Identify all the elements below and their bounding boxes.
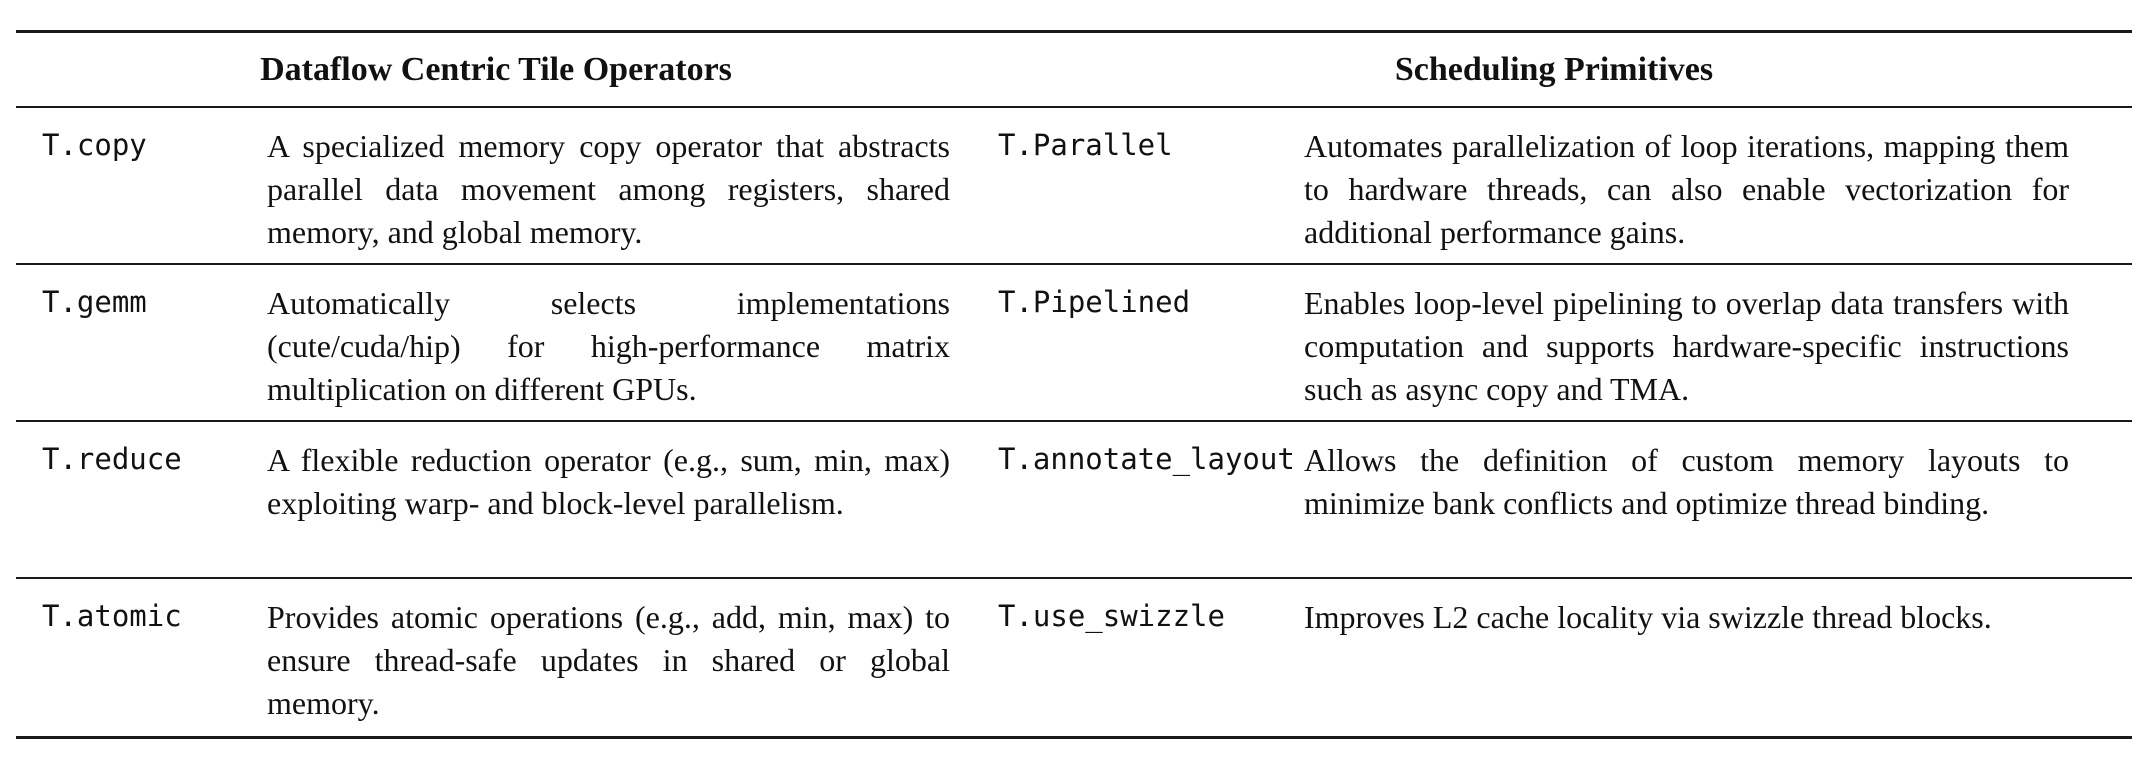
operator-name: T.reduce [42, 442, 182, 476]
primitive-description: Automates parallelization of loop iterations, mapping them to hardware threads, can also enable vectorization for additional performance gains. [1304, 128, 2069, 250]
operator-name: T.gemm [42, 285, 147, 319]
header-scheduling-primitives: Scheduling Primitives [1394, 50, 1714, 88]
primitive-description: Improves L2 cache locality via swizzle thread blocks. [1304, 599, 1992, 635]
operator-name: T.atomic [42, 599, 182, 633]
operators-table [16, 30, 2132, 739]
operator-name: T.copy [42, 128, 147, 162]
table-row [16, 265, 2132, 422]
primitive-description: Allows the definition of custom memory layouts to minimize bank conflicts and optimize thread binding. [1304, 442, 2069, 521]
operator-description: A flexible reduction operator (e.g., sum, min, max) exploiting warp- and block-level parallelism. [267, 442, 950, 521]
table-row [16, 108, 2132, 265]
table-row [16, 579, 2132, 736]
table-header [16, 33, 2132, 108]
primitive-name: T.use_swizzle [998, 599, 1225, 633]
operator-description: A specialized memory copy operator that abstracts parallel data movement among registers, shared memory, and global memory. [267, 128, 950, 250]
operator-description: Provides atomic operations (e.g., add, min, max) to ensure thread-safe updates in shared or global memory. [267, 599, 950, 721]
primitive-name: T.annotate_layout [998, 442, 1295, 476]
primitive-description: Enables loop-level pipelining to overlap data transfers with computation and supports hardware-specific instructions such as async copy and TMA. [1304, 285, 2069, 407]
table-row [16, 422, 2132, 579]
primitive-name: T.Pipelined [998, 285, 1191, 319]
operator-description: Automatically selects implementations (cute/cuda/hip) for high-performance matrix multiplication on different GPUs. [267, 285, 950, 407]
primitive-name: T.Parallel [998, 128, 1173, 162]
header-tile-operators: Dataflow Centric Tile Operators [260, 50, 732, 88]
